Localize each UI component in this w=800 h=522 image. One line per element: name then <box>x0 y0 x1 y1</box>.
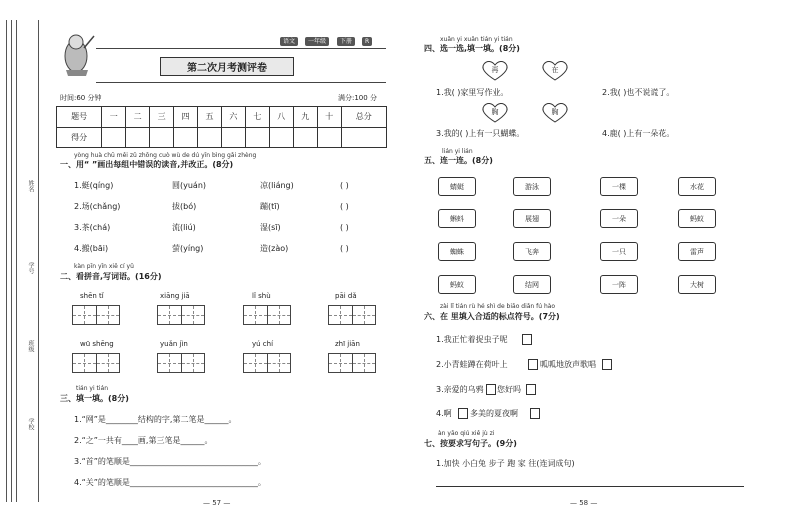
binding-line <box>11 20 12 502</box>
q2-pinyin-word: lǐ shù <box>252 292 271 300</box>
q6-item: 3.亲爱的乌鸦 <box>436 385 484 394</box>
heart-char: 胸 <box>491 108 499 116</box>
q1-item: 湿(sī) <box>260 223 281 232</box>
q1-item: 造(zào) <box>260 244 289 253</box>
heart-choice <box>480 60 510 82</box>
score-cell[interactable] <box>221 127 245 148</box>
q1-item: 拔(bó) <box>172 202 197 211</box>
score-cell[interactable] <box>150 127 174 148</box>
page-number-right: — 58 — <box>570 499 598 507</box>
match-word[interactable]: 结网 <box>513 275 551 294</box>
punctuation-box[interactable] <box>522 334 532 345</box>
q1-answer[interactable]: ( ) <box>340 244 349 253</box>
heart-choice <box>480 102 510 124</box>
heart-choice <box>540 60 570 82</box>
binding-line <box>6 20 7 502</box>
match-word[interactable]: 一只 <box>600 242 638 261</box>
q6-item: 您好吗 <box>497 385 521 394</box>
score-header: 九 <box>293 107 317 128</box>
score-cell[interactable] <box>197 127 221 148</box>
tag-grade: 一年级 <box>305 37 329 46</box>
match-word[interactable]: 水花 <box>678 177 716 196</box>
score-header: 三 <box>150 107 174 128</box>
q1-item: 凉(liáng) <box>260 181 294 190</box>
header-rule <box>96 48 386 49</box>
punctuation-box[interactable] <box>530 408 540 419</box>
writing-grid[interactable] <box>72 305 120 325</box>
q3-item[interactable]: 3.“首”的笔顺是________________________________。 <box>74 457 266 466</box>
binding-label-id: 学号 <box>27 262 34 274</box>
q7-item: 1.加快 小白兔 步子 跑 家 往(连词成句) <box>436 459 575 468</box>
q4-item[interactable]: 3.我的( )上有一只蝴蝶。 <box>436 129 525 138</box>
q6-item: 1.我正忙着捉虫子呢 <box>436 335 508 344</box>
q1-item: 流(liú) <box>172 223 196 232</box>
match-word[interactable]: 蚂蚁 <box>438 275 476 294</box>
writing-grid[interactable] <box>72 353 120 373</box>
q6-item: 2.小青蛙蹲在荷叶上 <box>436 360 508 369</box>
binding-label-name: 姓名 <box>27 180 34 192</box>
q2-pinyin-word: xiāng jiā <box>160 292 190 300</box>
writing-grid[interactable] <box>157 305 205 325</box>
punctuation-box[interactable] <box>528 359 538 370</box>
score-table <box>56 106 387 148</box>
writing-grid[interactable] <box>328 305 376 325</box>
punctuation-box[interactable] <box>458 408 468 419</box>
header-illustration <box>58 28 96 78</box>
full-score: 满分:100 分 <box>338 94 377 102</box>
q1-answer[interactable]: ( ) <box>340 181 349 190</box>
score-cell[interactable] <box>174 127 198 148</box>
q1-answer[interactable]: ( ) <box>340 202 349 211</box>
match-word[interactable]: 蝌蚪 <box>438 209 476 228</box>
punctuation-box[interactable] <box>526 384 536 395</box>
header-rule <box>96 82 386 83</box>
match-word[interactable]: 一阵 <box>600 275 638 294</box>
q6-item: 多美的夏夜啊 <box>470 409 518 418</box>
q1-title: 一、用“ ”画出每组中错误的读音,并改正。(8分) <box>60 160 234 169</box>
score-header: 六 <box>221 107 245 128</box>
q1-item: 4.搬(bāi) <box>74 244 109 253</box>
q3-item[interactable]: 2.“之”一共有____画,第三笔是______。 <box>74 436 213 445</box>
q1-item: 1.蜓(qíng) <box>74 181 114 190</box>
score-header: 七 <box>245 107 269 128</box>
score-header: 十 <box>317 107 341 128</box>
q1-pinyin: yòng huà chū měi zǔ zhōng cuò wù de dú yīn bìng gǎi zhèng <box>74 152 257 159</box>
q4-title: 四、选一选,填一填。(8分) <box>424 44 520 53</box>
heart-char: 再 <box>491 66 499 74</box>
score-header: 总分 <box>341 107 386 128</box>
score-header: 八 <box>269 107 293 128</box>
q4-item[interactable]: 4.鹿( )上有一朵花。 <box>602 129 675 138</box>
heart-char: 在 <box>551 66 559 74</box>
score-header: 一 <box>102 107 126 128</box>
binding-line <box>16 20 17 502</box>
match-word[interactable]: 蚂蚁 <box>678 209 716 228</box>
q5-title: 五、连一连。(8分) <box>424 156 493 165</box>
q1-item: 2.场(chǎng) <box>74 202 121 211</box>
writing-grid[interactable] <box>243 305 291 325</box>
q2-pinyin-word: zhī jiān <box>335 340 360 348</box>
q4-pinyin: xuǎn yi xuǎn tián yi tián <box>440 36 513 43</box>
score-cell[interactable] <box>317 127 341 148</box>
writing-grid[interactable] <box>243 353 291 373</box>
heart-choice <box>540 102 570 124</box>
q5-pinyin: lián yi lián <box>442 148 473 155</box>
score-cell[interactable] <box>102 127 126 148</box>
q7-pinyin: àn yāo qiú xiě jù zi <box>438 430 495 437</box>
q1-item: 3.茶(chá) <box>74 223 111 232</box>
q2-pinyin: kàn pīn yīn xiě cí yǔ <box>74 263 134 270</box>
tag-edition: R <box>362 37 372 46</box>
q6-title: 六、在 里填入合适的标点符号。(7分) <box>424 312 560 321</box>
q4-item[interactable]: 2.我( )也不说谎了。 <box>602 88 675 97</box>
binding-strip <box>0 0 52 522</box>
q1-item: 蹦(tī) <box>260 202 280 211</box>
writing-grid[interactable] <box>328 353 376 373</box>
score-cell[interactable] <box>269 127 293 148</box>
q3-item[interactable]: 1.“网”是________结构的字,第二笔是______。 <box>74 415 237 424</box>
tag-subject: 语文 <box>280 37 298 46</box>
heart-char: 胸 <box>551 108 559 116</box>
binding-line <box>38 20 39 502</box>
q2-pinyin-word: wū shēng <box>80 340 114 348</box>
score-cell[interactable] <box>341 127 386 148</box>
binding-label-school: 学校 <box>27 418 34 430</box>
q2-pinyin-word: yuǎn jìn <box>160 340 188 348</box>
answer-line[interactable] <box>436 486 744 487</box>
q6-pinyin: zài lǐ tián rù hé shì de biāo diǎn fú hào <box>440 303 556 310</box>
page-number-left: — 57 — <box>203 499 231 507</box>
q2-pinyin-word: shēn tǐ <box>80 292 104 300</box>
q1-answer[interactable]: ( ) <box>340 223 349 232</box>
match-word[interactable]: 蜘蛛 <box>438 242 476 261</box>
tag-volume: 下册 <box>337 37 355 46</box>
q2-title: 二、看拼音,写词语。(16分) <box>60 272 162 281</box>
page-title: 第二次月考测评卷 <box>160 57 294 76</box>
match-word[interactable]: 飞奔 <box>513 242 551 261</box>
q4-item[interactable]: 1.我( )家里写作业。 <box>436 88 509 97</box>
q1-item: 圆(yuán) <box>172 181 207 190</box>
binding-label-class: 班级 <box>27 340 34 352</box>
q6-item: 呱呱地放声歌唱 <box>540 360 596 369</box>
exam-time: 时间:60 分钟 <box>60 94 102 102</box>
score-header: 题号 <box>57 107 102 128</box>
q2-pinyin-word: pāi dǎ <box>335 292 357 300</box>
match-word[interactable]: 蜻蜓 <box>438 177 476 196</box>
match-word[interactable]: 雷声 <box>678 242 716 261</box>
match-word[interactable]: 展翅 <box>513 209 551 228</box>
score-header: 四 <box>174 107 198 128</box>
match-word[interactable]: 一朵 <box>600 209 638 228</box>
score-header: 五 <box>197 107 221 128</box>
score-label: 得分 <box>57 127 102 148</box>
punctuation-box[interactable] <box>486 384 496 395</box>
score-cell[interactable] <box>126 127 150 148</box>
match-word[interactable]: 一棵 <box>600 177 638 196</box>
score-header: 二 <box>126 107 150 128</box>
match-word[interactable]: 大树 <box>678 275 716 294</box>
q3-pinyin: tián yi tián <box>76 385 109 392</box>
writing-grid[interactable] <box>157 353 205 373</box>
q3-item[interactable]: 4.“关”的笔顺是________________________________。 <box>74 478 266 487</box>
q7-title: 七、按要求写句子。(9分) <box>424 439 517 448</box>
q1-item: 萤(yíng) <box>172 244 204 253</box>
score-cell[interactable] <box>293 127 317 148</box>
q3-title: 三、填一填。(8分) <box>60 394 129 403</box>
q6-item: 4.啊 <box>436 409 452 418</box>
match-word[interactable]: 游泳 <box>513 177 551 196</box>
score-cell[interactable] <box>245 127 269 148</box>
punctuation-box[interactable] <box>602 359 612 370</box>
q2-pinyin-word: yú chí <box>252 340 274 348</box>
